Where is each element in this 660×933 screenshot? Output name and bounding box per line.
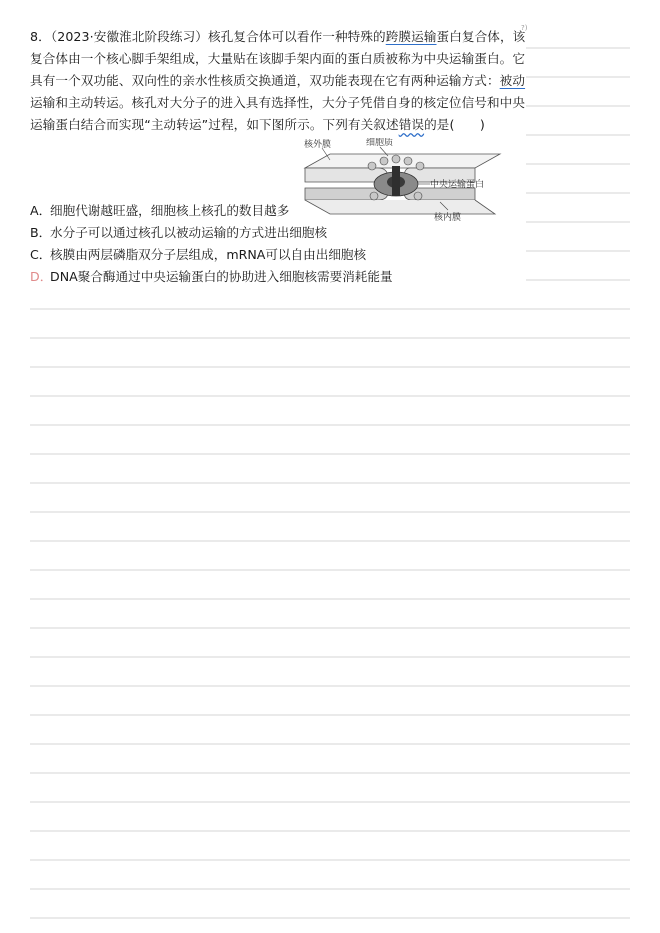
option-c-text: 核膜由两层磷脂双分子层组成，mRNA可以自由出细胞核 bbox=[50, 247, 367, 262]
stem-highlight-passive: 被动 bbox=[499, 73, 526, 88]
option-a-letter: A． bbox=[30, 203, 52, 218]
option-d-text: DNA聚合酶通过中央运输蛋白的协助进入细胞核需要消耗能量 bbox=[50, 269, 393, 284]
label-central-transport-protein: 中央运输蛋白 bbox=[430, 180, 485, 190]
option-c-letter: C． bbox=[30, 247, 52, 262]
option-b-letter: B． bbox=[30, 225, 52, 240]
label-cytoplasm: 细胞质 bbox=[366, 138, 394, 148]
stem-highlight-incorrect: 错误 bbox=[398, 117, 425, 132]
option-d[interactable] bbox=[30, 266, 510, 288]
option-b-text: 水分子可以通过核孔以被动运输的方式进出细胞核 bbox=[50, 225, 328, 240]
question-stem bbox=[30, 26, 530, 136]
label-inner-membrane: 核内膜 bbox=[434, 213, 462, 222]
option-b[interactable] bbox=[30, 222, 510, 244]
stem-part-5: 运输和主动转运。核孔对大分子的进入具有选择性，大分子凭借自身的核定位信号和中央运输蛋白结合而实现“主动转运”过程，如下图所示。下列有关叙述 bbox=[30, 95, 526, 132]
question-block bbox=[30, 26, 530, 136]
stem-part-1: 核孔复合体可以看作一种特殊的 bbox=[208, 29, 386, 44]
options-list bbox=[30, 200, 510, 288]
option-a-text: 细胞代谢越旺盛，细胞核上核孔的数目越多 bbox=[50, 203, 290, 218]
option-a[interactable] bbox=[30, 200, 510, 222]
option-c[interactable] bbox=[30, 244, 510, 266]
margin-mark: ?) bbox=[521, 24, 528, 32]
stem-part-3: 蛋白复合体，该复合体由一个核心脚手架组成，大量贴在该脚手架内面的蛋白质被称为中央运输蛋白。它具有一个双功能、双向性的亲水性核质交换通道，双功能表现在它有两种运输方式： bbox=[30, 29, 526, 88]
question-number: 8． bbox=[30, 29, 51, 44]
stem-highlight-transmembrane: 跨膜运输 bbox=[385, 29, 437, 44]
question-source: （2023·安徽淮北阶段练习） bbox=[50, 29, 209, 44]
option-d-letter: D． bbox=[30, 269, 53, 284]
label-outer-membrane: 核外膜 bbox=[304, 140, 332, 150]
stem-part-7: 的是( ) bbox=[424, 117, 485, 132]
